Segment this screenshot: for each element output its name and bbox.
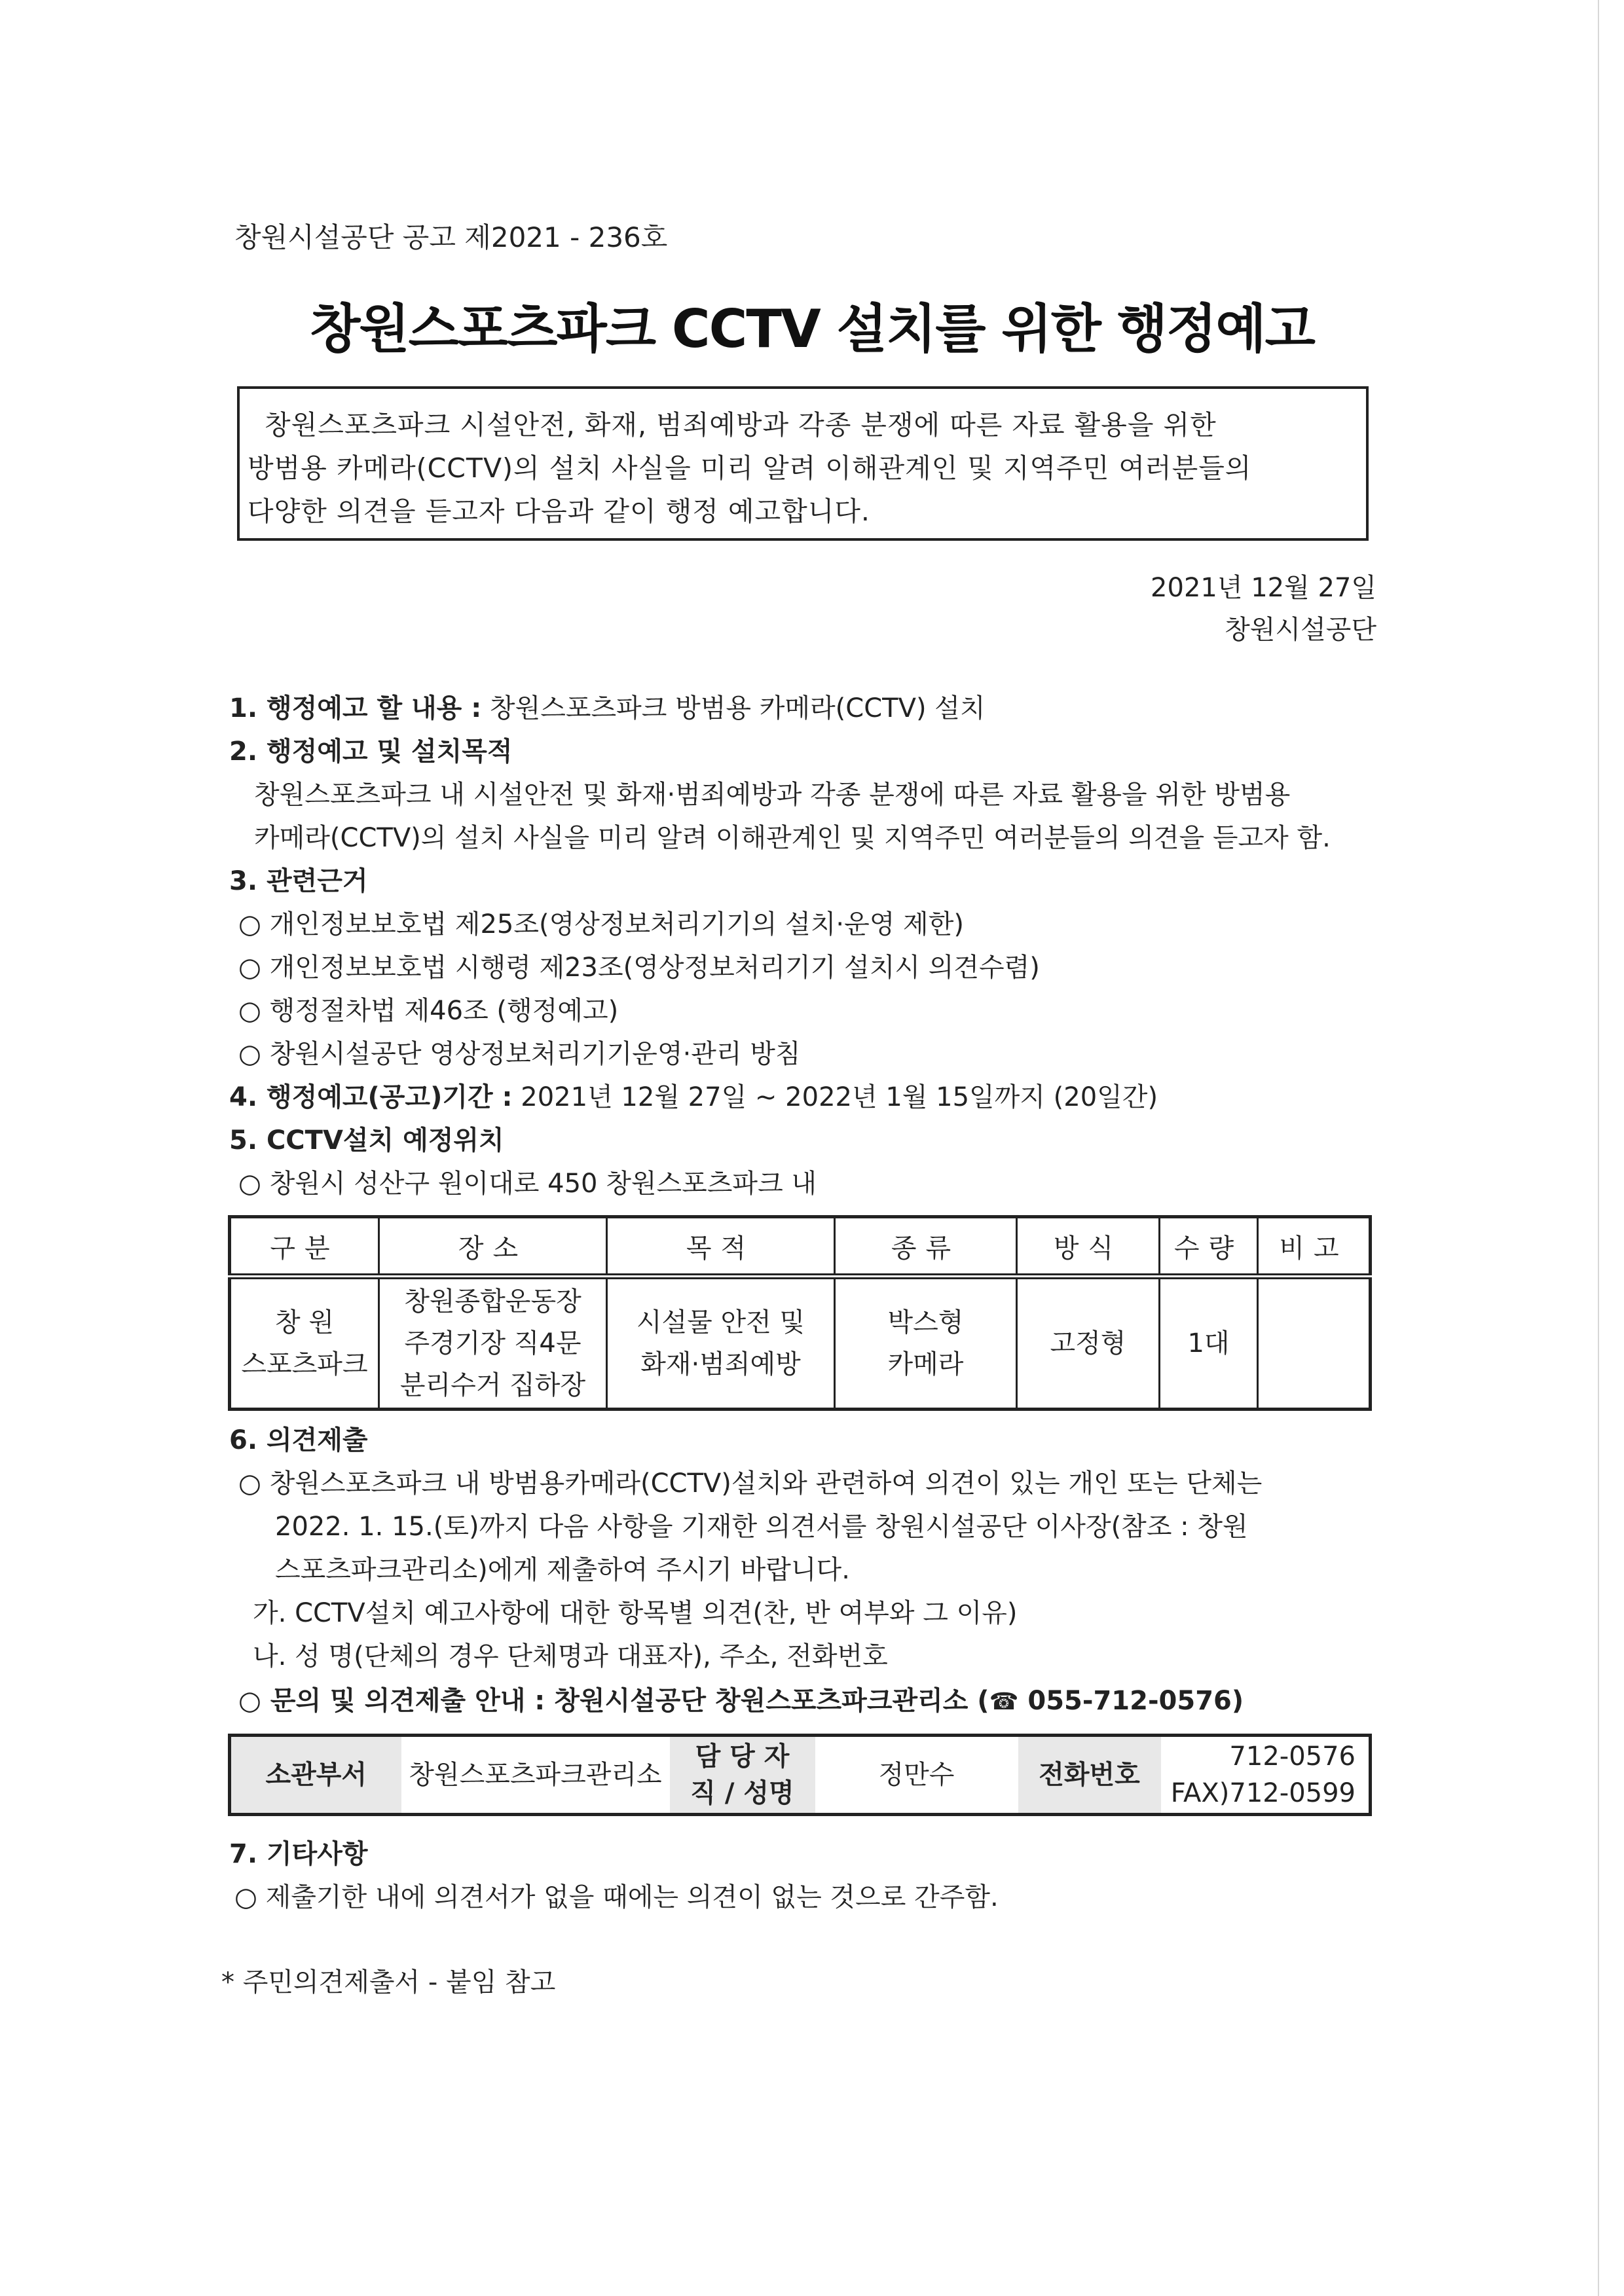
person-label [670,1736,815,1815]
section-3-item: ○ 창원시설공단 영상정보처리기기운영·관리 방침 [238,1039,801,1069]
inquiry-phone: 055-712-0576) [1018,1686,1244,1716]
section-4-text: 2021년 12월 27일 ~ 2022년 1월 15일까지 (20일간) [512,1082,1158,1112]
phone-icon: ☎ [989,1688,1019,1715]
section-4-label: 4. 행정예고(공고)기간 : [229,1082,513,1112]
section-7-item: ○ 제출기한 내에 의견서가 없을 때에는 의견이 없는 것으로 간주함. [234,1882,999,1912]
dept-value: 창원스포츠파크관리소 [409,1760,662,1790]
cell-line: 712-0576 [1229,1741,1356,1772]
section-3-label: 3. 관련근거 [229,866,368,896]
header-note: 비고 [1258,1217,1371,1277]
cell-line: 시설물 안전 및 [636,1307,805,1338]
section-2-line: 카메라(CCTV)의 설치 사실을 미리 알려 이해관계인 및 지역주민 여러분들의 의견을 듣고자 함. [254,823,1331,853]
contact-table [228,1734,1372,1816]
header-division: 구분 [230,1217,379,1277]
section-6-line: ○ 창원스포츠파크 내 방범용카메라(CCTV)설치와 관련하여 의견이 있는 개인 또는 단체는 [238,1468,1263,1499]
cell-location [379,1277,607,1410]
table-row [230,1277,1371,1410]
section-3-item: ○ 개인정보보호법 제25조(영상정보처리기기의 설치·운영 제한) [238,909,964,939]
inquiry-text: ○ 문의 및 의견제출 안내 : 창원시설공단 창원스포츠파크관리소 ( [238,1686,989,1716]
cctv-table [228,1215,1372,1411]
phone-value [1161,1736,1371,1815]
section-7-label: 7. 기타사항 [229,1839,368,1869]
section-3-item: ○ 개인정보보호법 시행령 제23조(영상정보처리기기 설치시 의견수렴) [238,953,1040,983]
section-4 [229,1076,1158,1114]
cell-division [230,1277,379,1410]
notice-number: 창원시설공단 공고 제2021 - 236호 [234,221,668,253]
footnote: * 주민의견제출서 - 붙임 참고 [221,1967,556,1997]
header-location: 장소 [379,1217,607,1277]
section-6-line: 스포츠파크관리소)에게 제출하여 주시기 바랍니다. [275,1555,850,1585]
section-3-item: ○ 행정절차법 제46조 (행정예고) [238,996,619,1026]
section-6-sub: 가. CCTV설치 예고사항에 대한 항목별 의견(찬, 반 여부와 그 이유) [253,1598,1018,1628]
table-row [230,1736,1371,1815]
cell-line: 주경기장 직4문 [404,1328,581,1358]
section-1-text: 창원스포츠파크 방범용 카메라(CCTV) 설치 [481,693,986,723]
cell-line: 담 당 자 [695,1741,790,1772]
section-6-sub: 나. 성 명(단체의 경우 단체명과 대표자), 주소, 전화번호 [253,1641,888,1671]
section-5-item: ○ 창원시 성산구 원이대로 450 창원스포츠파크 내 [238,1169,817,1199]
cell-line: 분리수거 집하장 [399,1370,586,1400]
cell-line: 창원종합운동장 [404,1286,581,1317]
page-title: 창원스포츠파크 CCTV 설치를 위한 행정예고 [310,299,1314,359]
cell-line: 직 / 성명 [690,1778,794,1808]
intro-line: 방범용 카메라(CCTV)의 설치 사실을 미리 알려 이해관계인 및 지역주민 여러분들의 [248,452,1252,484]
section-6-label: 6. 의견제출 [229,1425,368,1455]
person-value: 정만수 [878,1760,955,1790]
section-2-line: 창원스포츠파크 내 시설안전 및 화재·범죄예방과 각종 분쟁에 따른 자료 활용을 위한 방범용 [254,780,1291,810]
inquiry-line [238,1680,1244,1717]
cell-line: 창 원 [275,1307,334,1338]
section-1 [229,687,986,725]
section-1-label: 1. 행정예고 할 내용 : [229,693,482,723]
section-2-label: 2. 행정예고 및 설치목적 [229,737,513,767]
intro-line: 창원스포츠파크 시설안전, 화재, 범죄예방과 각종 분쟁에 따른 자료 활용을 위한 [265,409,1217,441]
cell-quantity: 1대 [1160,1277,1258,1410]
intro-box [237,386,1369,541]
issuer-name: 창원시설공단 [1225,615,1376,645]
cell-line: 스포츠파크 [241,1349,368,1379]
phone-label: 전화번호 [1018,1736,1161,1815]
cell-method: 고정형 [1017,1277,1160,1410]
table-header-row [230,1217,1371,1277]
section-6-line: 2022. 1. 15.(토)까지 다음 사항을 기재한 의견서를 창원시설공단 이사장(참조 : 창원 [275,1512,1248,1542]
cell-purpose [607,1277,835,1410]
header-type: 종류 [835,1217,1017,1277]
cell-line: 카메라 [887,1349,964,1379]
header-quantity: 수량 [1160,1217,1258,1277]
header-purpose: 목적 [607,1217,835,1277]
header-method: 방식 [1017,1217,1160,1277]
cell-line: FAX)712-0599 [1170,1778,1356,1808]
cell-type [835,1277,1017,1410]
notice-date: 2021년 12월 27일 [1151,573,1376,603]
cell-note [1258,1277,1371,1410]
section-5-label: 5. CCTV설치 예정위치 [229,1125,504,1156]
cell-line: 화재·범죄예방 [640,1349,801,1379]
cell-line: 박스형 [887,1307,964,1338]
intro-line: 다양한 의견을 듣고자 다음과 같이 행정 예고합니다. [248,496,870,527]
dept-label: 소관부서 [230,1736,401,1815]
